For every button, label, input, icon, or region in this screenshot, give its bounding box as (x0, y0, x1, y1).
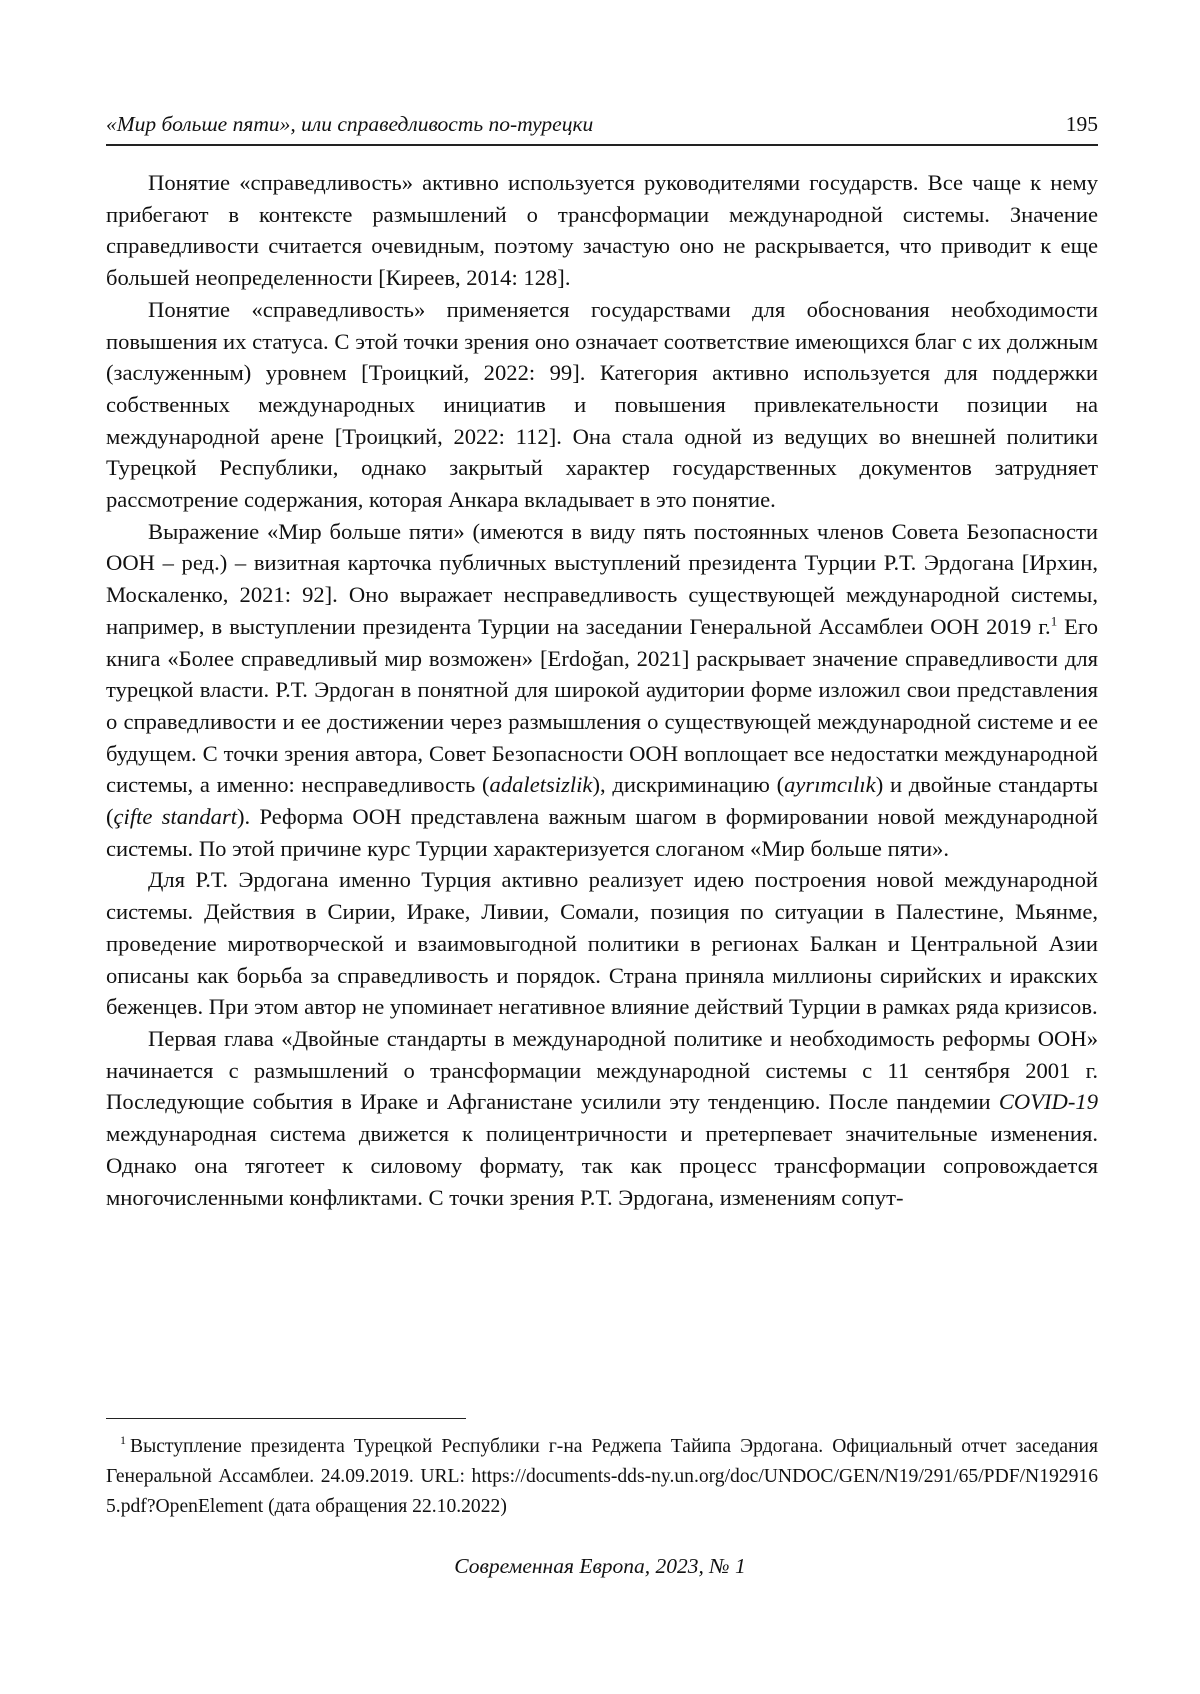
footnote-mark: 1 (120, 1433, 126, 1448)
footnote-reference[interactable]: 1 (1050, 613, 1058, 629)
footnote-divider (106, 1418, 466, 1419)
footnote-access-date: (дата обращения 22.10.2022) (263, 1496, 507, 1517)
paragraph-5-text-b: международная система движется к полицентричности и претерпевает значительные изменения. Однако она тяготеет к силовому формату, так как процесс трансформации сопровождается многочисленными конфликтами. С точки зрения Р.Т. Эрдогана, изменениям сопут- (106, 1121, 1098, 1210)
footnote (106, 1432, 1098, 1522)
paragraph-5-text-a: Первая глава «Двойные стандарты в международной политике и необходимость реформы ООН» начинается с размышлений о трансформации международной системы с 11 сентября 2001 г. Последующие события в Ираке и Афганистане усилили эту тенденцию. После пандемии (106, 1025, 1098, 1115)
paragraph-1: Понятие «справедливость» активно используется руководителями государств. Все чаще к нему прибегают в контексте размышлений о трансформации международной системы. Значение справедливости считается очевидным, поэтому зачастую оно не раскрывается, что приводит к еще большей неопределенности [Киреев, 2014: 128]. (106, 170, 1098, 291)
paragraph-4: Для Р.Т. Эрдогана именно Турция активно реализует идею построения новой международной системы. Действия в Сирии, Ираке, Ливии, Сомали, позиция по ситуации в Палестине, Мьянме, проведение миротворческой и взаимовыгодной политики в регионах Балкан и Центральной Азии описаны как борьба за справедливость и порядок. Страна приняла миллионы сирийских и иракских беженцев. При этом автор не упоминает негативное влияние действий Турции в рамках ряда кризисов. (106, 867, 1098, 1020)
term-covid-19: COVID-19 (998, 1089, 1098, 1115)
footnote-text: Выступление президента Турецкой Республики г-на Реджепа Тайипа Эрдогана. Официальный отчет заседания Генеральной Ассамблеи. 24.09.2019. URL: (106, 1436, 1098, 1487)
running-title: «Мир больше пяти», или справедливость по-турецки (106, 112, 594, 136)
paragraph-3-text-b: Его книга «Более справедливый мир возможен» [Erdoğan, 2021] раскрывает значение справедливости для турецкой власти. Р.Т. Эрдоган в понятной для широкой аудитории форме изложил свои представления о справедливости и ее достижении через размышления о существующей международной системе и ее будущем. С точки зрения автора, Совет Безопасности ООН воплощает все недостатки международной системы, а именно: несправедливость ( (106, 613, 1098, 798)
paragraph-3-text-a: Выражение «Мир больше пяти» (имеются в виду пять постоянных членов Совета Безопасности ООН – ред.) – визитная карточка публичных выступлений президента Турции Р.Т. Эрдогана [Ирхин, Москаленко, 2021: 92]. Оно выражает несправедливость существующей международной системы, например, в выступлении президента Турции на заседании Генеральной Ассамблеи ООН 2019 г. (106, 518, 1098, 639)
paragraph-2: Понятие «справедливость» применяется государствами для обоснования необходимости повышения их статуса. С этой точки зрения оно означает соответствие имеющихся благ с их должным (заслуженным) уровнем [Троицкий, 2022: 99]. Категория активно используется для поддержки собственных международных инициатив и повышения привлекательности позиции на международной арене [Троицкий, 2022: 112]. Она стала одной из ведущих во внешней политики Турецкой Республики, однако закрытый характер государственных документов затрудняет рассмотрение содержания, которая Анкара вкладывает в это понятие. (106, 296, 1098, 513)
page-number: 195 (1065, 112, 1098, 136)
term-adaletsizlik: adaletsizlik (489, 772, 593, 798)
paragraph-3-text-c: ), дискриминацию ( (592, 772, 785, 798)
paragraph-3 (106, 516, 1098, 865)
footnote-url-link[interactable]: https://documents-dds-ny.un.org/doc/UNDOC/GEN/N19/291/65/PDF/N1929165.pdf?OpenElement (106, 1466, 1098, 1517)
term-cifte-standart: çifte standart (113, 804, 238, 830)
paragraph-3-text-e: ). Реформа ООН представлена важным шагом в формировании новой международной системы. По этой причине курс Турции характеризуется слоганом «Мир больше пяти». (106, 804, 1098, 861)
paragraph-5 (106, 1023, 1098, 1213)
running-header (106, 104, 1098, 146)
journal-footer: Современная Европа, 2023, № 1 (454, 1554, 746, 1578)
paragraph-3-text-d: ) и двойные стандарты ( (106, 772, 1099, 830)
term-ayrimcilik: ayrımcılık (784, 772, 876, 798)
article-body (106, 167, 1098, 1213)
